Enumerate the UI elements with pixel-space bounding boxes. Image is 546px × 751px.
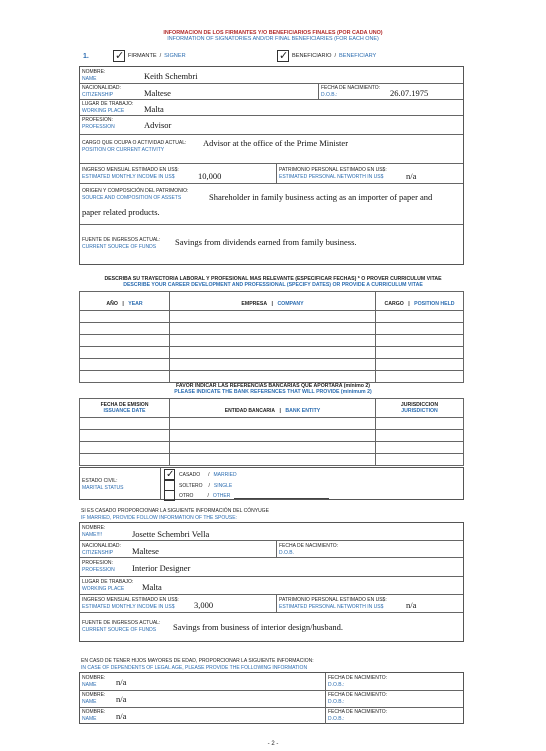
fuente-label: FUENTE DE INGRESOS ACTUAL:	[82, 237, 161, 243]
spouse-nombre-label-en: NAME!!!!	[82, 532, 103, 538]
dep-nombre-value[interactable]: n/a	[116, 694, 127, 704]
spouse-patrim-label-en: ESTIMATED PERSONAL NETWORTH IN US$	[279, 604, 384, 610]
table-row[interactable]	[80, 335, 464, 347]
dep-dob-label: FECHA DE NACIMIENTO:	[328, 675, 388, 681]
col-jurisdiction	[376, 399, 464, 418]
origen-value-line2[interactable]: paper related products.	[82, 207, 160, 217]
spouse-ingreso-label-en: ESTIMATED MONTHLY INCOME IN US$	[82, 604, 175, 610]
other-checkbox[interactable]	[164, 490, 175, 501]
lugar-label: LUGAR DE TRABAJO:	[82, 101, 134, 107]
cell[interactable]	[376, 454, 464, 466]
table-row[interactable]	[80, 454, 464, 466]
other-label: OTRO	[179, 492, 194, 499]
divider	[80, 557, 463, 558]
married-label: CASADO	[179, 471, 201, 478]
cargo-value[interactable]: Advisor at the office of the Prime Minister	[203, 138, 349, 148]
dob-value[interactable]: 26.07.1975	[390, 88, 429, 98]
cell[interactable]	[376, 442, 464, 454]
table-row[interactable]	[80, 442, 464, 454]
divider	[80, 707, 463, 708]
cell[interactable]	[376, 371, 464, 383]
career-title	[0, 276, 546, 288]
cell[interactable]	[170, 347, 376, 359]
spouse-dob-label: FECHA DE NACIMIENTO:	[279, 543, 339, 549]
dependents-box	[79, 672, 464, 724]
dep-dob-label: FECHA DE NACIMIENTO:	[328, 692, 388, 698]
divider	[80, 163, 463, 164]
nombre-label-en: NAME	[82, 76, 97, 82]
col-issuance-en: ISSUANCE DATE	[103, 408, 146, 414]
col-sep: |	[271, 301, 273, 307]
dep-dob-label-en: D.O.B.:	[328, 682, 345, 688]
firmante-option[interactable]	[113, 50, 186, 62]
divider	[80, 594, 463, 595]
dep-nombre-value[interactable]: n/a	[116, 677, 127, 687]
spouse-intro-en: IF MARRIED, PROVIDE FOLLOW INFORMATION OF THE SPOUSE:	[81, 515, 237, 521]
divider	[80, 83, 463, 84]
option-married[interactable]	[164, 469, 237, 480]
origen-label: ORIGEN Y COMPOSICIÓN DEL PATRIMONIO:	[82, 188, 189, 194]
dob-label-en: D.O.B.:	[321, 92, 338, 98]
page-number: - 2 -	[267, 741, 279, 747]
spouse-dob-label-en: D.O.B.	[279, 550, 295, 556]
dob-label: FECHA DE NACIMIENTO:	[321, 85, 381, 91]
spouse-patrim-value[interactable]: n/a	[406, 600, 417, 610]
bank-title-en: PLEASE INDICATE THE BANK REFERENCES THAT WILL PROVIDE (minimum 2)	[174, 389, 372, 395]
beneficiario-label-en: BENEFICIARY	[339, 53, 377, 59]
lugar-label-en: WORKING PLACE	[82, 108, 125, 114]
col-issuance-es: FECHA DE EMISION	[100, 402, 149, 408]
spouse-fuente-label-en: CURRENT SOURCE OF FUNDS	[82, 627, 157, 633]
nombre-value[interactable]: Keith Schembri	[144, 71, 198, 81]
marital-status-box	[79, 467, 464, 500]
origen-value-line1[interactable]: Shareholder in family business acting as an importer of paper and	[209, 192, 433, 202]
career-title-es: DESCRIBA SU TRAYECTORIA LABORAL Y PROFESIONAL MAS RELEVANTE (ESPECIFICAR FECHAS) * O PROVER CURRICULUM VITAE	[104, 276, 442, 282]
spouse-nac-value[interactable]: Maltese	[132, 546, 159, 556]
dep-dob-label-en: D.O.B.:	[328, 716, 345, 722]
married-label-en: MARRIED	[213, 471, 237, 478]
divider	[80, 115, 463, 116]
divider	[80, 183, 463, 184]
cell[interactable]	[80, 454, 170, 466]
table-row[interactable]	[80, 347, 464, 359]
patrimonio-label: PATRIMONIO PERSONAL ESTIMADO EN US$:	[279, 167, 387, 173]
dep-nombre-value[interactable]: n/a	[116, 711, 127, 721]
spouse-lugar-label: LUGAR DE TRABAJO:	[82, 579, 134, 585]
spouse-nac-label: NACIONALIDAD:	[82, 543, 121, 549]
divider	[80, 99, 463, 100]
cell[interactable]	[80, 371, 170, 383]
cell[interactable]	[170, 430, 376, 442]
spouse-nombre-value[interactable]: Josette Schembri Vella	[132, 529, 210, 539]
cell[interactable]	[170, 418, 376, 430]
single-label-en: SINGLE	[213, 482, 233, 489]
spouse-fuente-value[interactable]: Savings from business of interior design/husband.	[173, 622, 343, 632]
nacionalidad-label-en: CITIZENSHIP	[82, 92, 114, 98]
married-checkbox[interactable]	[164, 469, 175, 480]
cell[interactable]	[80, 430, 170, 442]
cell[interactable]	[80, 347, 170, 359]
beneficiario-option[interactable]	[277, 50, 376, 62]
divider	[276, 540, 277, 557]
divider	[276, 594, 277, 612]
col-company	[170, 292, 376, 311]
table-row[interactable]	[80, 311, 464, 323]
spouse-prof-label-en: PROFESSION	[82, 567, 115, 573]
nacionalidad-label: NACIONALIDAD:	[82, 85, 121, 91]
dep-nombre-label: NOMBRE:	[82, 692, 106, 698]
bank-table	[79, 398, 464, 466]
nombre-label: NOMBRE:	[82, 69, 106, 75]
cell[interactable]	[170, 442, 376, 454]
dep-nombre-label-en: NAME	[82, 716, 97, 722]
cell[interactable]	[376, 430, 464, 442]
spouse-prof-value[interactable]: Interior Designer	[132, 563, 191, 573]
divider	[80, 690, 463, 691]
table-header-row	[80, 292, 464, 311]
cargo-label-en: POSITION OR CURRENT ACTIVITY	[82, 147, 165, 153]
signer-info-box	[79, 66, 464, 265]
divider	[80, 576, 463, 577]
cell[interactable]	[80, 418, 170, 430]
spouse-patrim-label: PATRIMONIO PERSONAL ESTIMADO EN US$:	[279, 597, 387, 603]
divider	[276, 163, 277, 183]
table-row[interactable]	[80, 430, 464, 442]
cell[interactable]	[376, 347, 464, 359]
single-label: SOLTERO	[179, 482, 203, 489]
cell[interactable]	[80, 335, 170, 347]
spouse-lugar-value[interactable]: Malta	[142, 582, 162, 592]
divider	[80, 612, 463, 613]
col-bank-es: ENTIDAD BANCARIA	[224, 408, 276, 414]
other-sep: /	[207, 492, 209, 499]
career-title-en: DESCRIBE YOUR CAREER DEVELOPMENT AND PROFESSIONAL (SPECIFY DATES) OR PROVIDE A CURRICULUM VITAE	[123, 282, 423, 288]
spouse-nac-label-en: CITIZENSHIP	[82, 550, 114, 556]
divider	[160, 468, 161, 500]
checkmark-icon: ✓	[166, 469, 175, 480]
beneficiario-sep: /	[334, 53, 337, 59]
option-other[interactable]	[164, 490, 329, 501]
spouse-intro: SI ES CASADO PROPORCIONAR LA SIGUIENTE INFORMACIÓN DEL CÓNYUGE	[81, 508, 269, 514]
cell[interactable]	[170, 335, 376, 347]
spouse-fuente-label: FUENTE DE INGRESOS ACTUAL:	[82, 620, 161, 626]
nacionalidad-value[interactable]: Maltese	[144, 88, 171, 98]
cell[interactable]	[376, 418, 464, 430]
profesion-value[interactable]: Advisor	[144, 120, 172, 130]
checkmark-icon: ✓	[279, 49, 289, 62]
col-year	[80, 292, 170, 311]
col-company-en: COMPANY	[277, 301, 304, 307]
table-row[interactable]	[80, 323, 464, 335]
firmante-sep: /	[159, 53, 162, 59]
bank-title-es: FAVOR INDICAR LAS REFERENCIAS BANCARIAS QUE APORTARA (mínimo 2)	[176, 383, 370, 389]
lugar-value[interactable]: Malta	[144, 104, 164, 114]
table-header-row	[80, 399, 464, 418]
firmante-label: FIRMANTE	[128, 53, 157, 59]
marital-label: ESTADO CIVIL:	[82, 478, 118, 484]
ingreso-value[interactable]: 10,000	[198, 171, 222, 181]
dep-dob-label: FECHA DE NACIMIENTO:	[328, 709, 388, 715]
spouse-info-box	[79, 522, 464, 642]
bank-title	[0, 383, 546, 395]
col-sep: |	[122, 301, 124, 307]
dep-dob-label-en: D.O.B.:	[328, 699, 345, 705]
divider	[80, 540, 463, 541]
cell[interactable]	[170, 359, 376, 371]
title-en: INFORMATION OF SIGNATORIES AND/OR FINAL BENEFICIARIES (FOR EACH ONE)	[167, 36, 379, 42]
beneficiario-checkbox[interactable]	[277, 50, 289, 62]
col-issuance	[80, 399, 170, 418]
firmante-label-en: SIGNER	[164, 53, 186, 59]
spouse-prof-label: PROFESION:	[82, 560, 113, 566]
profesion-label-en: PROFESSION	[82, 124, 115, 130]
cell[interactable]	[80, 323, 170, 335]
patrimonio-value[interactable]: n/a	[406, 171, 417, 181]
form-title	[0, 30, 546, 42]
dep-nombre-label: NOMBRE:	[82, 675, 106, 681]
marital-label-en: MARITAL STATUS	[82, 485, 124, 491]
col-position	[376, 292, 464, 311]
firmante-checkbox[interactable]	[113, 50, 125, 62]
col-year-en: YEAR	[128, 301, 143, 307]
spouse-ingreso-value[interactable]: 3,000	[194, 600, 214, 610]
dependents-intro-en: IN CASE OF DEPENDENTS OF LEGAL AGE, PLEASE PROVIDE THE FOLLOWING INFORMATION	[81, 665, 308, 671]
divider	[80, 134, 463, 135]
section-number: 1.	[83, 53, 89, 60]
cell[interactable]	[376, 335, 464, 347]
fuente-value[interactable]: Savings from dividends earned from family business.	[175, 237, 357, 247]
divider	[80, 224, 463, 225]
spouse-nombre-label: NOMBRE:	[82, 525, 106, 531]
profesion-label: PROFESION:	[82, 117, 113, 123]
spouse-ingreso-label: INGRESO MENSUAL ESTIMADO EN US$:	[82, 597, 179, 603]
patrimonio-label-en: ESTIMATED PERSONAL NETWORTH IN US$	[279, 174, 384, 180]
col-sep: |	[279, 408, 281, 414]
col-sep: |	[408, 301, 410, 307]
cell[interactable]	[80, 442, 170, 454]
beneficiario-label: BENEFICIARIO	[292, 53, 332, 59]
cell[interactable]	[80, 311, 170, 323]
career-table	[79, 291, 464, 383]
fuente-label-en: CURRENT SOURCE OF FUNDS	[82, 244, 157, 250]
table-row[interactable]	[80, 371, 464, 383]
dep-nombre-label: NOMBRE:	[82, 709, 106, 715]
col-bank	[170, 399, 376, 418]
col-jurisdiction-es: JURISDICCION	[400, 402, 439, 408]
cell[interactable]	[170, 454, 376, 466]
dep-nombre-label-en: NAME	[82, 682, 97, 688]
other-label-en: OTHER	[212, 492, 231, 499]
col-position-es: CARGO	[384, 301, 404, 307]
table-row[interactable]	[80, 359, 464, 371]
married-sep: /	[208, 471, 210, 478]
cell[interactable]	[170, 323, 376, 335]
cell[interactable]	[376, 311, 464, 323]
col-bank-en: BANK ENTITY	[285, 408, 321, 414]
col-year-es: AÑO	[106, 301, 118, 307]
cell[interactable]	[376, 323, 464, 335]
cell[interactable]	[170, 371, 376, 383]
title-es: INFORMACION DE LOS FIRMANTES Y/O BENEFICIARIOS FINALES (POR CADA UNO)	[163, 30, 383, 36]
table-row[interactable]	[80, 418, 464, 430]
divider	[318, 83, 319, 99]
dep-nombre-label-en: NAME	[82, 699, 97, 705]
col-company-es: EMPRESA	[241, 301, 268, 307]
col-jurisdiction-en: JURISDICTION	[401, 408, 438, 414]
origen-label-en: SOURCE AND COMPOSITION OF ASSETS	[82, 195, 182, 201]
ingreso-label: INGRESO MENSUAL ESTIMADO EN US$:	[82, 167, 179, 173]
cell[interactable]	[170, 311, 376, 323]
dependents-intro: EN CASO DE TENER HIJOS MAYORES DE EDAD, PROPORCIONAR LA SIGUIENTE INFORMACION:	[81, 658, 314, 664]
cell[interactable]	[80, 359, 170, 371]
spouse-lugar-label-en: WORKING PLACE	[82, 586, 125, 592]
divider	[325, 673, 326, 724]
col-position-en: POSITION HELD	[414, 301, 455, 307]
cell[interactable]	[376, 359, 464, 371]
single-sep: /	[208, 482, 210, 489]
ingreso-label-en: ESTIMATED MONTHLY INCOME IN US$	[82, 174, 175, 180]
cargo-label: CARGO QUE OCUPA O ACTIVIDAD ACTUAL:	[82, 140, 187, 146]
other-input-line[interactable]	[234, 493, 329, 499]
checkmark-icon: ✓	[115, 49, 125, 62]
